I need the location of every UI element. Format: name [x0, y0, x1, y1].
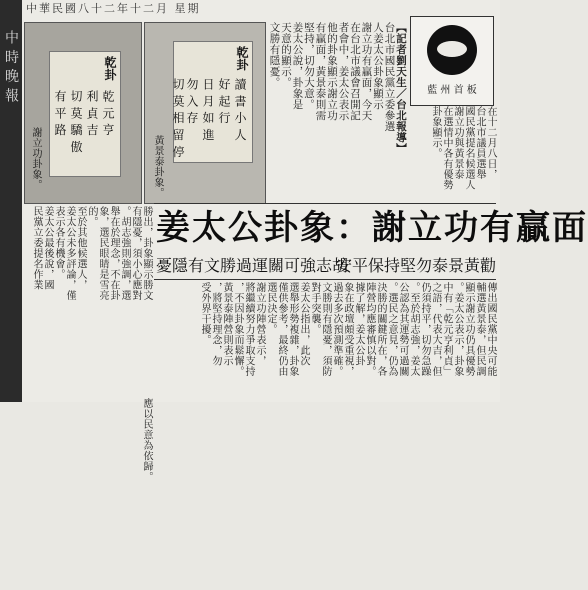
body-column: 象在政壇頗受重視，: [342, 282, 353, 377]
left-edge-text: 中 時 晚 報: [3, 30, 19, 103]
article-body-lower: [156, 282, 496, 398]
slip-line: 勿 入 存: [185, 78, 199, 125]
body-column: 。至於胡志強，姜太: [408, 282, 419, 377]
body-column: 僅供參考，最終仍由: [276, 282, 287, 377]
body-column: 顯示謝立功仍具優勢: [463, 282, 474, 377]
slip-line: 好 起 行: [217, 78, 231, 125]
body-column: 舉在於理念，不在卦: [108, 206, 119, 301]
photo-caption-huang: 黃景泰卦象。: [152, 135, 163, 198]
slip-line: 讀 書 小 人: [233, 78, 247, 141]
body-column: 姜太公說，卦象是: [291, 22, 304, 110]
body-column: 勝出，卦象顯示勝文: [141, 206, 152, 301]
body-column: ，不因卦象而鬆懈。: [232, 282, 243, 377]
body-column: 卦象顯示。: [430, 106, 441, 159]
slip-line: 有 平 路: [53, 90, 67, 137]
body-column: 黃景泰陣營則表示: [221, 282, 232, 366]
body-column: 象，選民眼睛是雪亮: [97, 206, 108, 301]
body-column: 。姜太公表示，卦象: [452, 282, 463, 377]
body-column: 民黨立委提名作業: [31, 206, 42, 290]
slip-line: 利 貞 吉: [85, 90, 99, 137]
body-column: 謝立功有贏面，今天: [360, 22, 373, 121]
slip-line: 日 月 如 進: [201, 78, 215, 141]
column-logo: [410, 16, 494, 106]
page-edge-strip: [0, 0, 22, 402]
body-column: 表示各有機會。: [53, 206, 64, 280]
body-column: 謝立功與黃景泰: [452, 106, 463, 180]
body-column: 應以民意為依歸。: [141, 398, 152, 482]
article-body-left-lower: [24, 206, 152, 482]
body-column: 對手突襲。: [309, 282, 320, 335]
slip-line: 切 莫 相 留 停: [171, 78, 185, 158]
body-column: 台北市國民黨立委參選: [383, 22, 396, 132]
body-column: 姜太公指出，此次: [298, 282, 309, 366]
body-column: 姜太公未多評論，僅: [64, 206, 75, 301]
logo-caption: 藍 州 首 板: [427, 85, 477, 96]
body-column: 輔選黃景泰，但民調: [474, 282, 485, 377]
slip-title: 乾卦: [103, 56, 117, 81]
body-column: 選民決定。: [265, 282, 276, 335]
body-column: 決勝的關鍵所在，各: [375, 282, 386, 377]
body-column: 之語，代表大吉，但: [430, 282, 441, 377]
subhead-left: 憂隱有文勝過運關可強志胡: [156, 256, 349, 275]
body-column: 【記者劉天生／台北報導】: [395, 22, 407, 154]
photo-caption-xie: 謝立功卦象。: [30, 127, 41, 190]
subheads: [156, 256, 496, 276]
lips-icon: [437, 41, 467, 57]
body-column: 。胡志強則強調，選: [119, 206, 130, 301]
body-column: 在台北市議會召開記: [349, 22, 361, 121]
body-column: 。選民之意見，仍為: [386, 282, 397, 377]
body-column: 有贏面，黃景泰則需: [314, 22, 327, 121]
body-column: 至於其他候選人，: [75, 206, 86, 290]
body-column: 者會中，姜太公表示: [337, 22, 350, 121]
slip-line: 乾 元 亨: [101, 90, 115, 137]
article-body-top: [266, 22, 406, 194]
body-column: 中有「乾元亨利貞」: [441, 282, 452, 377]
photo-huang-divination-slip: [144, 22, 266, 204]
slip-xie: [49, 51, 121, 177]
body-column: 傳出國民黨中央可能: [485, 282, 496, 377]
body-column: 受外界干擾。: [199, 282, 210, 345]
body-column: 堅持，切勿大意。: [303, 22, 315, 110]
slip-title: 乾卦: [235, 46, 249, 71]
body-column: 有隱憂，須小心應對: [130, 206, 141, 301]
divider-rule: [154, 279, 496, 280]
body-column: 姜太公最後說，國: [42, 206, 53, 290]
photo-xie-divination-slip: [24, 22, 142, 204]
slip-huang: [173, 41, 253, 163]
body-column: 的。: [86, 206, 97, 227]
body-column: 台北市議員選舉: [474, 106, 485, 180]
body-column: 國民黨提名候選人: [463, 106, 474, 190]
body-column: 他的卦象顯示謝立功: [326, 22, 338, 121]
body-column: 據了解，姜太公卦: [353, 282, 364, 366]
body-column: 天意的顯示。: [280, 22, 292, 88]
slip-line: 切 莫 驕 傲: [69, 90, 83, 153]
body-column: 公認為其運勢可過關: [397, 282, 408, 377]
body-column: 在十二月八日，: [485, 106, 496, 180]
body-column: 人姜太公卦象顯示: [372, 22, 384, 110]
body-column: 在選情中各有優勢: [441, 106, 452, 190]
masthead-date: 中華民國八十二年十二月 星期: [26, 2, 201, 15]
body-column: 文勝則有隱憂，須防: [320, 282, 331, 377]
body-column: 將繼續努力爭取支持: [243, 282, 254, 377]
body-column: 過去多次預測準確。: [331, 282, 342, 377]
divider-rule: [154, 203, 496, 204]
subhead-right: 安平保持堅勿泰景黃勸: [335, 256, 496, 275]
body-column: 選舉形勢複雜，卦象: [287, 282, 298, 377]
body-column: 謝立功陣營表示，: [254, 282, 265, 366]
article-body-top-right: [410, 106, 496, 196]
body-column: 陣營均應審慎以對。: [364, 282, 375, 377]
article-headline: 姜太公卦象：謝立功有贏面: [156, 208, 588, 248]
body-column: 文勝有隱憂。: [268, 22, 281, 88]
body-column: ，將堅持理念，勿: [210, 282, 221, 366]
body-column: 仍須持平，切勿急躁: [419, 282, 430, 377]
